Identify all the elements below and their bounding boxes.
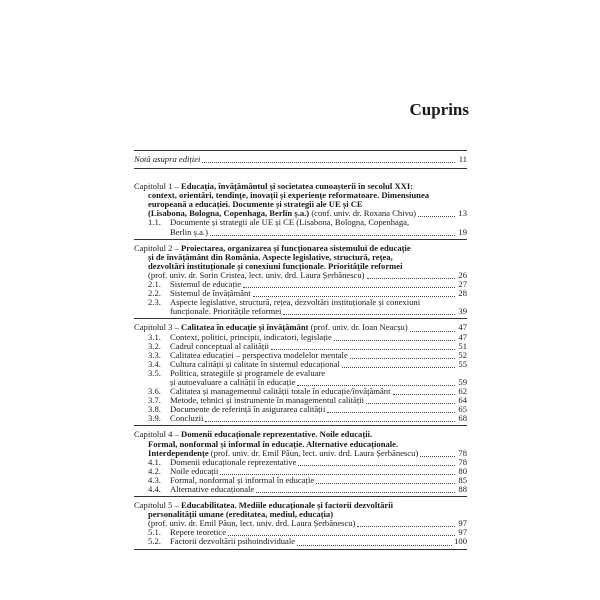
- subsection-title: Noile educații: [170, 465, 219, 476]
- subsection-entry[interactable]: [134, 228, 467, 237]
- toc-page-number: 80: [458, 465, 467, 476]
- toc-page-number: 26: [458, 269, 467, 280]
- toc-page-number: 55: [458, 358, 467, 369]
- toc-page-number: 59: [458, 376, 467, 387]
- subsection-title: Aspecte legislative, structură, rețea, dezvoltări instituționale și conexiuni: [170, 297, 421, 308]
- subsection-entry[interactable]: [134, 414, 467, 423]
- dot-leader: [420, 455, 455, 457]
- subsection-text: [148, 537, 295, 546]
- subsection-number: 3.3.: [148, 349, 161, 360]
- chapter-title: context, orientări, tendințe, inovații și experiențe reformatoare. Dimensiunea: [148, 190, 430, 201]
- toc-page-number: 47: [458, 322, 467, 333]
- chapter-title: Educația, învățământul și societatea cunoașterii în secolul XXI:: [181, 181, 414, 192]
- chapter-title: personalității umane (ereditatea, mediul, educația): [148, 509, 334, 520]
- chapter-title: Interdependențe: [148, 447, 209, 458]
- subsection-title: Documente și strategii ale UE și CE (Lisabona, Bologna, Copenhaga,: [170, 217, 410, 228]
- chapter-title: dezvoltări instituționale și conexiuni funcționale. Prioritățile reformei: [148, 260, 403, 271]
- subsection-title: Politica, strategiile și programele de evaluare: [170, 367, 326, 378]
- toc-page-number: 97: [458, 527, 467, 538]
- dot-leader: [334, 339, 455, 341]
- subsection-text: [170, 307, 281, 316]
- toc-page-number: 68: [458, 413, 467, 424]
- toc-page-number: 100: [454, 536, 467, 547]
- chapter-label: Capitolul 4 –: [134, 429, 182, 440]
- subsection-title: și autoevaluare a calității în educație: [170, 376, 296, 387]
- toc-page-number: 62: [458, 386, 467, 397]
- toc-page-number: 11: [458, 154, 467, 164]
- subsection-number: 1.1.: [148, 217, 161, 228]
- subsection-number: 3.6.: [148, 386, 161, 397]
- dot-leader: [283, 313, 455, 315]
- subsection-title: Factorii dezvoltării psihoindividuale: [170, 536, 296, 547]
- dot-leader: [202, 161, 455, 163]
- subsection-title: Calitatea educației – perspectiva modelelor mentale: [170, 349, 348, 360]
- subsection-number: 4.1.: [148, 456, 161, 467]
- subsection-number: 5.1.: [148, 527, 161, 538]
- subsection-title: Documente de referință în asigurarea calității: [170, 404, 326, 415]
- subsection-entry[interactable]: [134, 537, 467, 546]
- dot-leader: [350, 357, 455, 359]
- subsection-number: 4.4.: [148, 484, 161, 494]
- subsection-title: Repere teoretice: [170, 527, 227, 538]
- chapter-authors: (conf. univ. dr. Roxana Chivu): [309, 208, 417, 219]
- chapter-title: Calitatea în educație și învățământ: [181, 322, 309, 333]
- chapter-label: Capitolul 1 –: [134, 181, 182, 192]
- chapter-title: Formal, nonformal și informal în educație. Alternative educaționale.: [148, 438, 399, 449]
- subsection-number: 3.1.: [148, 331, 161, 342]
- subsection-number: 3.7.: [148, 395, 161, 406]
- chapter-label: Capitolul 2 –: [134, 242, 182, 253]
- toc-page-number: 13: [458, 208, 467, 219]
- subsection-number: 3.5.: [148, 367, 161, 378]
- subsection-title: Sistemul de învățământ: [170, 288, 251, 299]
- chapter-authors: (prof. univ. dr. Emil Păun, lect. univ. drd. Laura Șerbănescu): [208, 447, 419, 458]
- subsection-entry[interactable]: [134, 307, 467, 316]
- toc-page-number: 51: [458, 340, 467, 351]
- chapter-label: Capitolul 3 –: [134, 322, 182, 333]
- subsection-title: Concluzii: [170, 413, 204, 424]
- chapter-block: [134, 323, 467, 423]
- toc-entry-label: Notă asupra ediției: [134, 154, 201, 164]
- chapter-block: [134, 182, 467, 237]
- page-title: Cuprins: [409, 100, 469, 119]
- subsection-number: 2.1.: [148, 279, 161, 290]
- dot-leader: [393, 393, 456, 395]
- subsection-number: 2.2.: [148, 288, 161, 299]
- subsection-text: [148, 485, 254, 494]
- dot-leader: [316, 482, 455, 484]
- toc-page-number: 28: [458, 288, 467, 299]
- toc-page-number: 97: [458, 518, 467, 529]
- subsection-title: Cultura calității și calitate în sistemul educațional: [170, 358, 340, 369]
- dot-leader: [418, 215, 455, 217]
- toc-page-number: 64: [458, 395, 467, 406]
- chapter-title: (Lisabona, Bologna, Copenhaga, Berlin ș.a.): [148, 208, 310, 219]
- dot-leader: [210, 234, 455, 236]
- dot-leader: [298, 464, 455, 466]
- toc-page-number: 85: [458, 474, 467, 485]
- toc-page-number: 27: [458, 279, 467, 290]
- toc-page-number: 47: [458, 331, 467, 342]
- chapter-block: [134, 244, 467, 317]
- chapter-authors: (prof. univ. dr. Ioan Neacșu): [308, 322, 408, 333]
- toc-page-number: 88: [458, 484, 467, 494]
- dot-leader: [243, 286, 455, 288]
- chapter-title: Educabilitatea. Mediile educaționale și factorii dezvoltării: [181, 500, 393, 511]
- subsection-number: 3.8.: [148, 404, 161, 415]
- subsection-number: 4.2.: [148, 465, 161, 476]
- dot-leader: [205, 420, 455, 422]
- subsection-title: Cadrul conceptual al calității: [170, 340, 270, 351]
- toc-page-number: 65: [458, 404, 467, 415]
- subsection-entry[interactable]: [134, 485, 467, 494]
- dot-leader: [357, 525, 455, 527]
- subsection-title: funcționale. Prioritățile reformei: [170, 306, 282, 317]
- toc-page-number: 52: [458, 349, 467, 360]
- subsection-number: 5.2.: [148, 536, 161, 547]
- chapter-authors: (prof. univ. dr. Emil Păun, lect. univ. drd. Laura Șerbănescu): [148, 518, 356, 529]
- dot-leader: [367, 277, 455, 279]
- chapter-list: [134, 182, 467, 551]
- chapter-authors: (prof. univ. dr. Sorin Cristea, lect. univ. drd. Laura Șerbănescu): [148, 269, 365, 280]
- toc-page-number: 19: [458, 226, 467, 237]
- subsection-title: Berlin ș.a.): [170, 226, 208, 237]
- dot-leader: [366, 402, 455, 404]
- subsection-title: Domenii educaționale reprezentative: [170, 456, 297, 467]
- subsection-title: Metode, tehnici și instrumente în managementul calității: [170, 395, 365, 406]
- subsection-number: 3.4.: [148, 358, 161, 369]
- chapter-label: Capitolul 5 –: [134, 500, 182, 511]
- subsection-text: [148, 414, 203, 423]
- dot-leader: [256, 491, 455, 493]
- chapter-block: [134, 430, 467, 494]
- toc-page-number: 78: [458, 447, 467, 458]
- subsection-number: 3.2.: [148, 340, 161, 351]
- dot-leader: [327, 411, 455, 413]
- chapter-title: Domenii educaționale reprezentative. Noile educații.: [181, 429, 373, 440]
- dot-leader: [342, 366, 455, 368]
- table-of-contents: [134, 150, 467, 552]
- chapter-block: [134, 501, 467, 546]
- subsection-number: 2.3.: [148, 297, 161, 308]
- chapter-title: europeană a educației. Documente și strategii ale UE și CE: [148, 199, 363, 210]
- subsection-title: Formal, nonformal și informal în educație: [170, 474, 315, 485]
- subsection-title: Sistemul de educație: [170, 279, 242, 290]
- dot-leader: [297, 544, 452, 546]
- top-rule: [134, 150, 467, 151]
- subsection-text: [170, 228, 208, 237]
- subsection-number: 4.3.: [148, 474, 161, 485]
- subsection-title: Alternative educaționale: [170, 484, 255, 494]
- dot-leader: [410, 330, 455, 332]
- subsection-number: 3.9.: [148, 413, 161, 424]
- chapter-title: și de învățământ din România. Aspecte legislative, structură, rețea,: [148, 251, 393, 262]
- toc-page-number: 39: [458, 306, 467, 317]
- toc-page-number: 78: [458, 456, 467, 467]
- toc-entry-intro[interactable]: [134, 155, 467, 164]
- subsection-title: Calitatea și managementul calității totale în educație/învățământ: [170, 386, 391, 397]
- chapter-title: Proiectarea, organizarea și funcționarea sistemului de educație: [181, 242, 411, 253]
- subsection-title: Context, politici, principii, indicatori, legislație: [170, 331, 332, 342]
